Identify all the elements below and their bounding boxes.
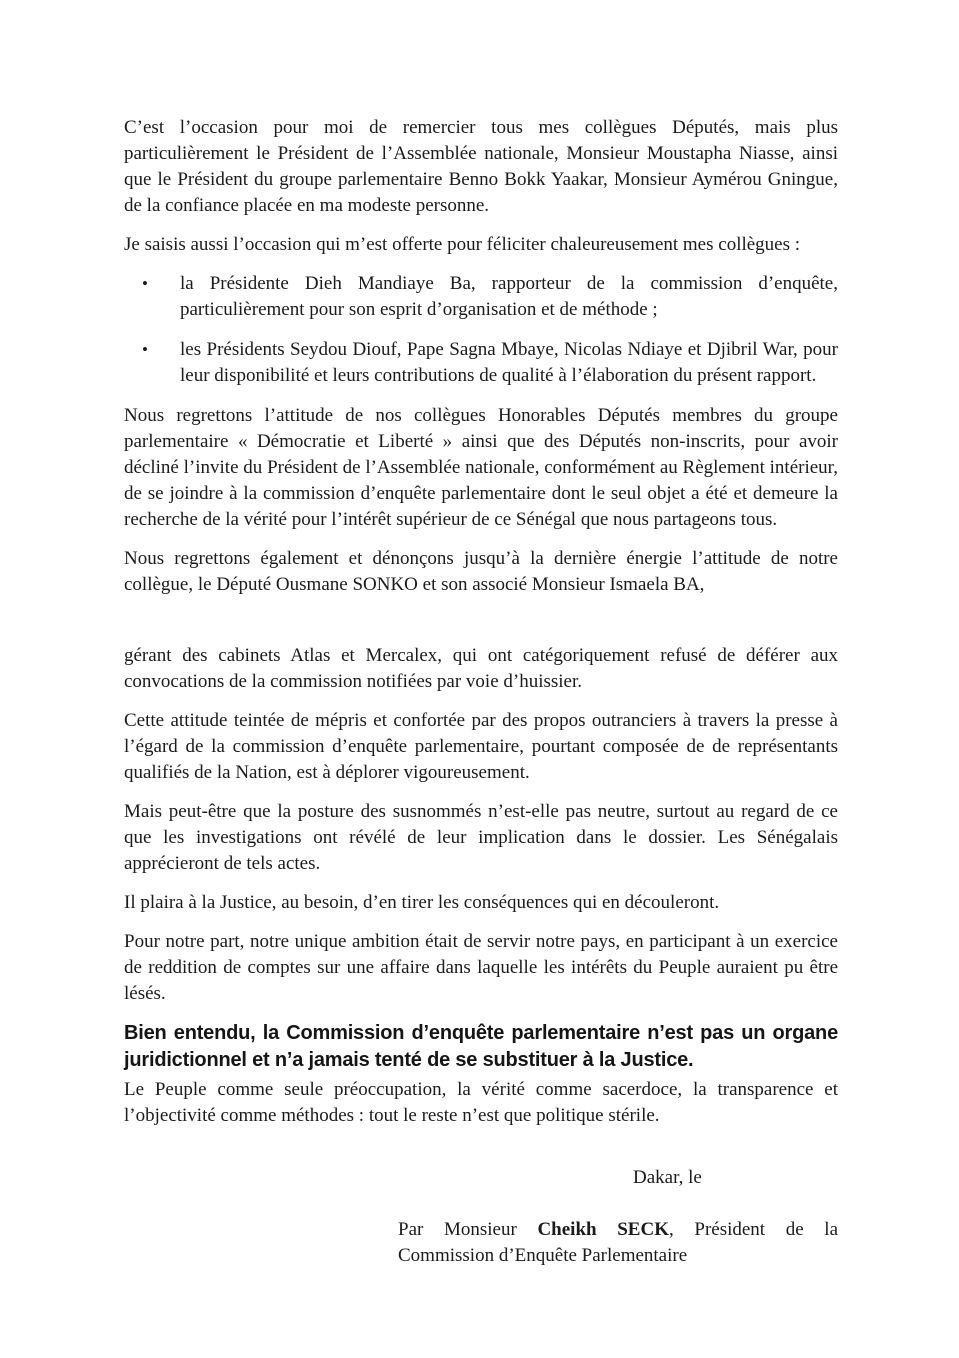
paragraph-cette-attitude: Cette attitude teintée de mépris et confortée par des propos outranciers à travers la presse à l’égard de la commission d’enquête parlementaire, pourtant composée de de représentants qualifiés de la Nation, est à déplorer vigoureusement. [124, 710, 838, 783]
signature-name: Cheikh SECK [537, 1219, 669, 1240]
paragraph-il-plaira: Il plaira à la Justice, au besoin, d’en tirer les conséquences qui en découleront. [124, 892, 720, 913]
paragraph-gerant: gérant des cabinets Atlas et Mercalex, qui ont catégoriquement refusé de déférer aux convocations de la commission notifiées par voie d’huissier. [124, 645, 838, 692]
signature-prefix: Par Monsieur [398, 1219, 538, 1240]
paragraph-felicitations: Je saisis aussi l’occasion qui m’est offerte pour féliciter chaleureusement mes collègues : [124, 234, 801, 255]
paragraph-regret-sonko: Nous regrettons également et dénonçons jusqu’à la dernière énergie l’attitude de notre collègue, le Député Ousmane SONKO et son associé Monsieur Ismaela BA, [124, 548, 838, 595]
bullet-icon: • [142, 340, 148, 359]
paragraph-bien-entendu: Bien entendu, la Commission d’enquête parlementaire n’est pas un organe juridictionnel et n’a jamais tenté de se substituer à la Justice. [124, 1022, 838, 1071]
paragraph-thanks: C’est l’occasion pour moi de remercier tous mes collègues Députés, mais plus particulièrement le Président de l’Assemblée nationale, Monsieur Moustapha Niasse, ainsi que le Président du groupe parlementaire Benno Bokk Yaakar, Monsieur Aymérou Gningue, de la confiance placée en ma modeste personne. [124, 117, 838, 216]
list-item [124, 271, 838, 323]
paragraph-regret-attitude: Nous regrettons l’attitude de nos collègues Honorables Députés membres du groupe parlementaire « Démocratie et Liberté » ainsi que des Députés non-inscrits, pour avoir décliné l’invite du Président de l’Assemblée nationale, conformément au Règlement intérieur, de se joindre à la commission d’enquête parlementaire dont le seul objet a été et demeure la recherche de la vérité pour l’intérêt supérieur de ce Sénégal que nous partageons tous. [124, 405, 838, 530]
dateline: Dakar, le [633, 1167, 702, 1188]
colleagues-bullet-list [124, 271, 838, 389]
list-item [124, 337, 838, 389]
paragraph-le-peuple: Le Peuple comme seule préoccupation, la vérité comme sacerdoce, la transparence et l’objectivité comme méthodes : tout le reste n’est que politique stérile. [124, 1079, 838, 1126]
bullet-item-presidents: les Présidents Seydou Diouf, Pape Sagna Mbaye, Nicolas Ndiaye et Djibril War, pour leur disponibilité et leurs contributions de qualité à l’élaboration du présent rapport. [180, 339, 838, 386]
paragraph-pour-notre-part: Pour notre part, notre unique ambition était de servir notre pays, en participant à un exercice de reddition de comptes sur une affaire dans laquelle les intérêts du Peuple auraient pu être lésés. [124, 931, 838, 1004]
signature-suffix: , Président de la Commission d’Enquête Parlementaire [398, 1219, 839, 1266]
paragraph-mais-peut-etre: Mais peut-être que la posture des susnommés n’est-elle pas neutre, surtout au regard de ce que les investigations ont révélé de leur implication dans le dossier. Les Sénégalais apprécieront de tels actes. [124, 801, 838, 874]
bullet-item-presidente: la Présidente Dieh Mandiaye Ba, rapporteur de la commission d’enquête, particulièrement pour son esprit d’organisation et de méthode ; [180, 273, 838, 320]
signature-block [398, 1217, 838, 1269]
bullet-icon: • [142, 274, 148, 293]
